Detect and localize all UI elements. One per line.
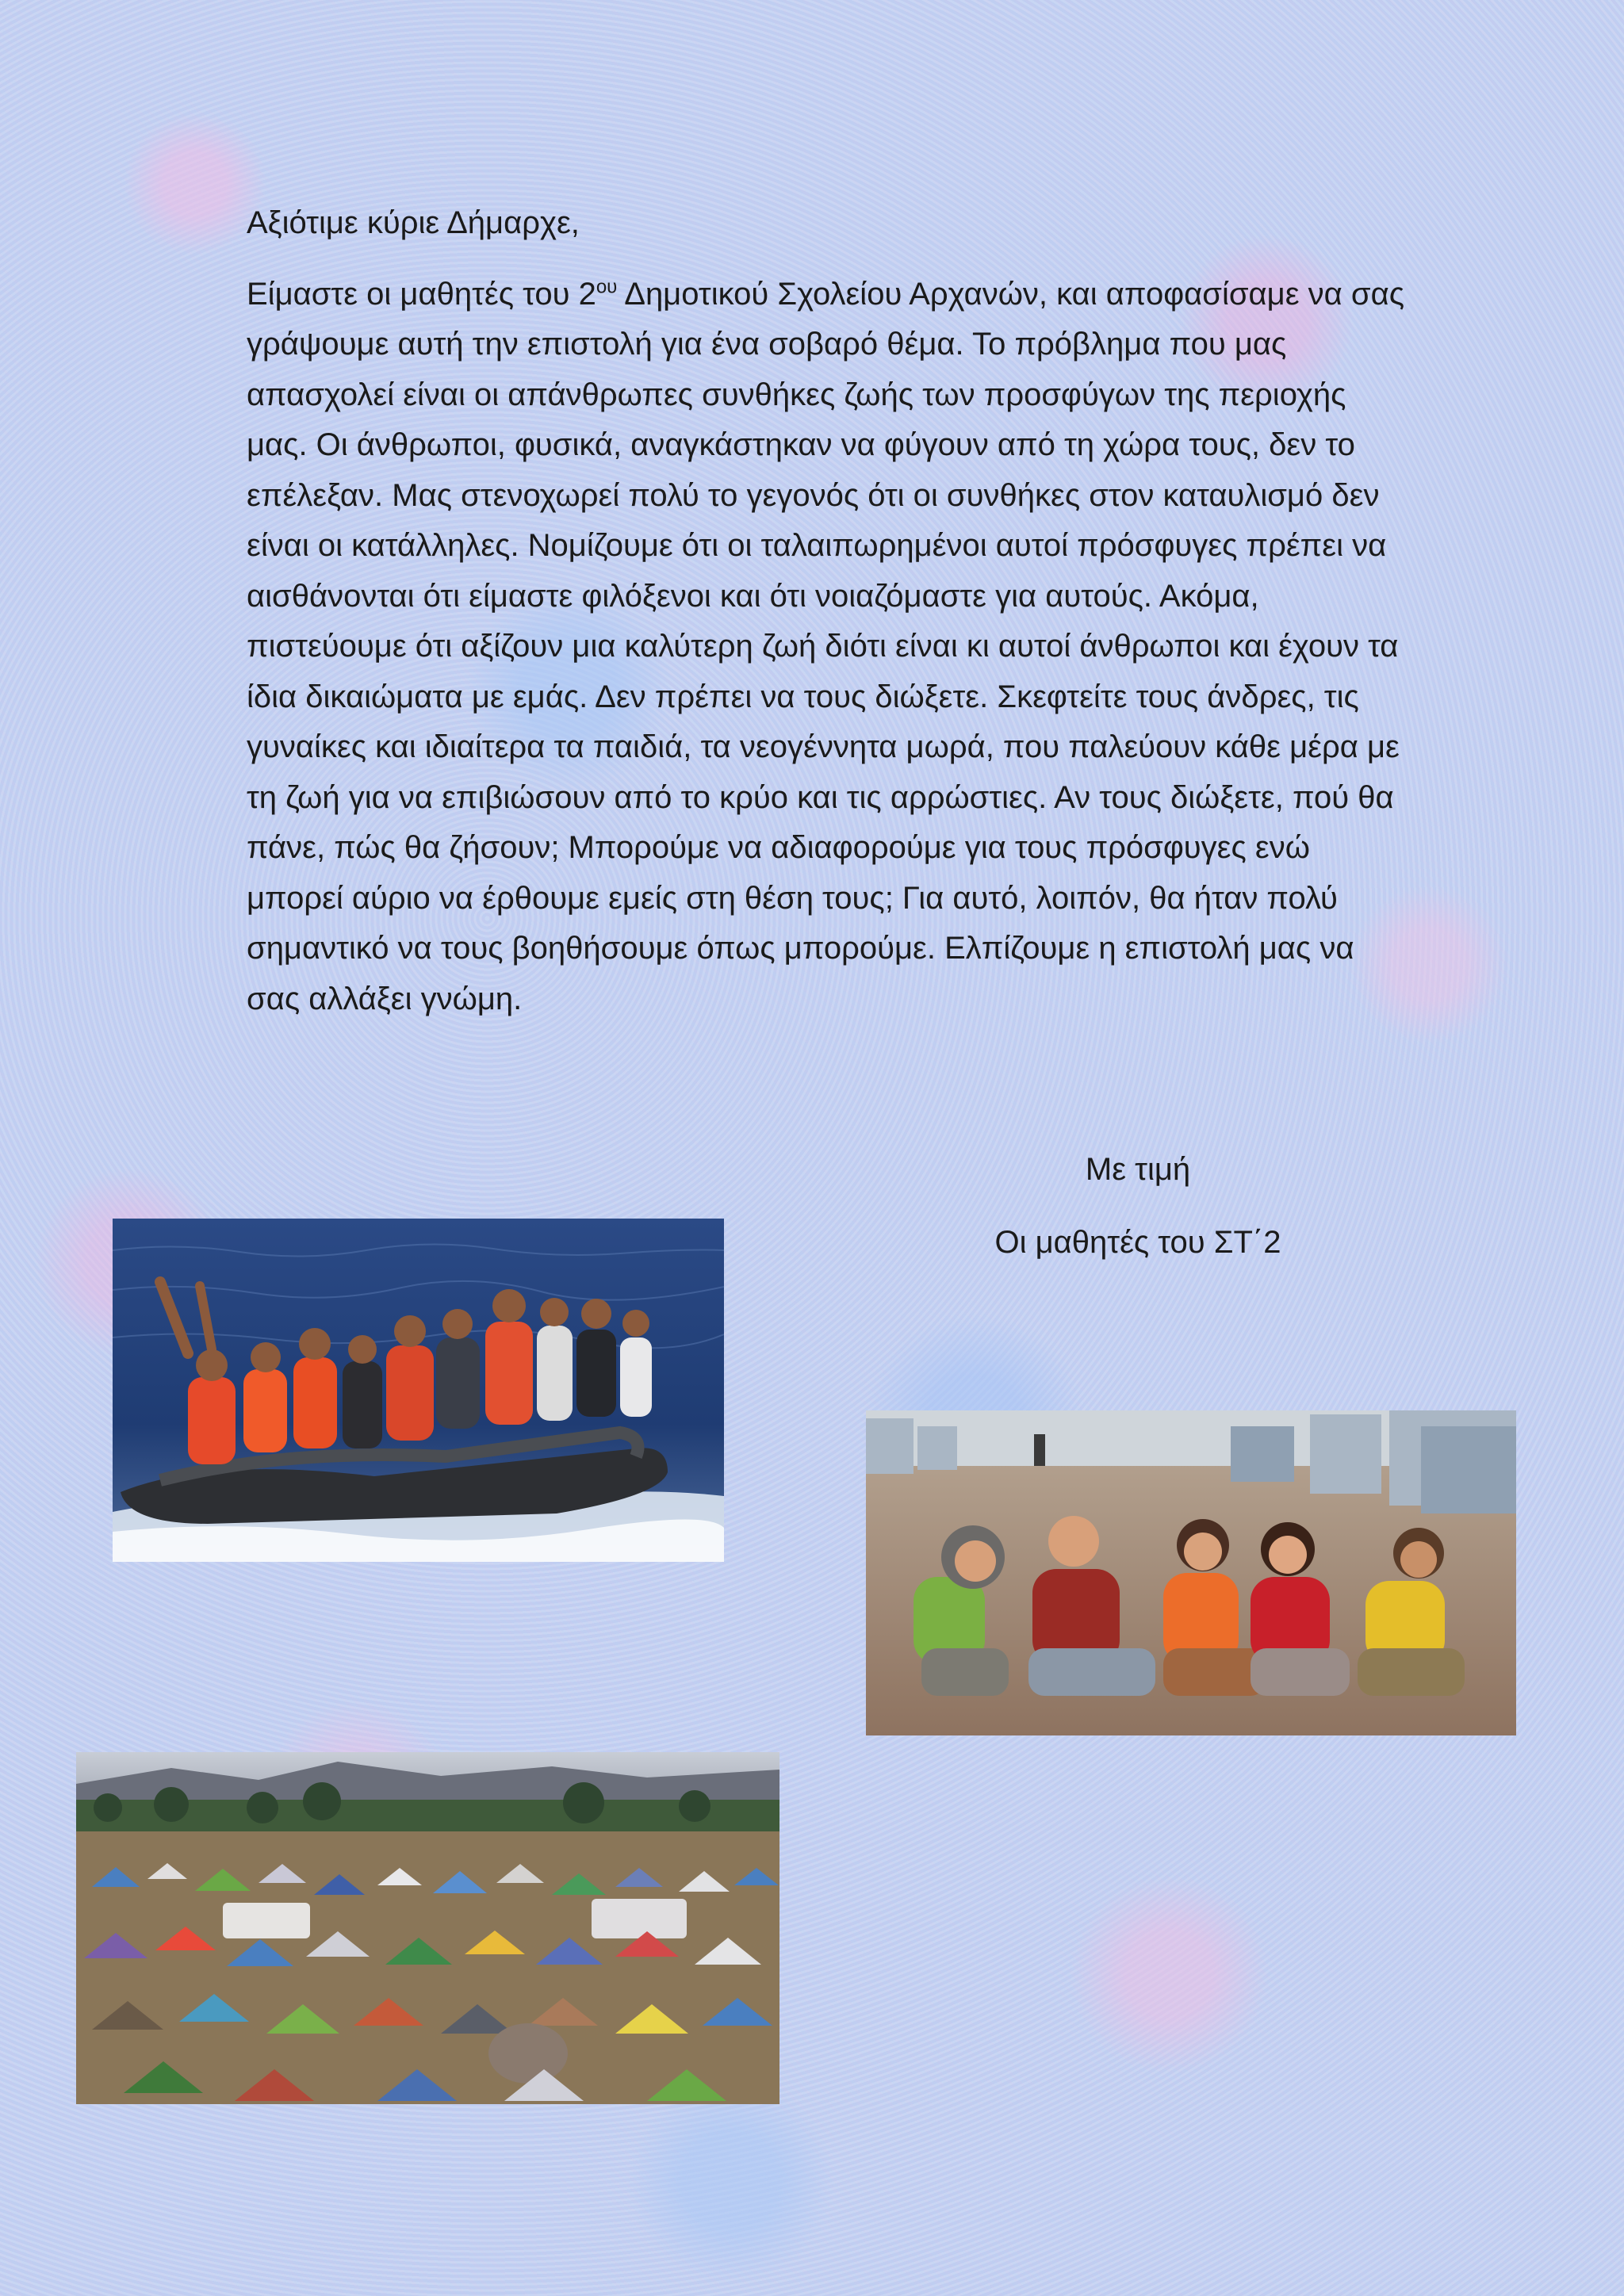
refugee-children-photo xyxy=(866,1410,1516,1735)
salutation: Αξιότιμε κύριε Δήμαρχε, xyxy=(247,205,580,240)
signature: Οι μαθητές του ΣΤ΄2 xyxy=(994,1225,1281,1260)
letter-body-rest: Δημοτικού Σχολείου Αρχανών, και αποφασίσαμε να σας γράψουμε αυτή την επιστολή για ένα σοβαρό θέμα. Το πρόβλημα που μας απασχολεί είναι οι απάνθρωπες συνθήκες ζωής των προσφύγων της περιοχής μας. Οι άνθρωποι, φυσικά, αναγκάστηκαν να φύγουν από τη χώρα τους, δεν το επέλεξαν. Μας στενοχωρεί πολύ το γεγονός ότι οι συνθήκες στον καταυλισμό δεν είναι οι κατάλληλες. Νομίζουμε ότι οι ταλαιπωρημένοι αυτοί πρόσφυγες πρέπει να αισθάνονται ότι είμαστε φιλόξενοι και ότι νοιαζόμαστε για αυτούς. Ακόμα, πιστεύουμε ότι αξίζουν μια καλύτερη ζωή διότι είναι κι αυτοί άνθρωποι και έχουν τα ίδια δικαιώματα με εμάς. Δεν πρέπει να τους διώξετε. Σκεφτείτε τους άνδρες, τις γυναίκες και ιδιαίτερα τα παιδιά, τα νεογέννητα μωρά, που παλεύουν κάθε μέρα με τη ζωή για να επιβιώσουν από το κρύο και τις αρρώστιες. Αν τους διώξετε, πού θα πάνε, πώς θα ζήσουν; Μπορούμε να αδιαφορούμε για τους πρόσφυγες ενώ μπορεί αύριο να έρθουμε εμείς στη θέση τους; Για αυτό, λοιπόν, θα ήταν πολύ σημαντικό να τους βοηθήσουμε όπως μπορούμε. Ελπίζουμε η επιστολή μας να σας αλλάξει γνώμη. xyxy=(247,276,1404,1016)
letter-body-start: Είμαστε οι μαθητές του 2 xyxy=(247,276,596,312)
refugee-camp-tents-photo xyxy=(76,1752,779,2104)
ordinal-superscript: ου xyxy=(596,276,618,298)
refugee-boat-photo xyxy=(113,1219,724,1562)
closing-greeting: Με τιμή xyxy=(1085,1152,1191,1187)
letter-body xyxy=(247,270,1404,1025)
letter xyxy=(247,198,1404,1024)
